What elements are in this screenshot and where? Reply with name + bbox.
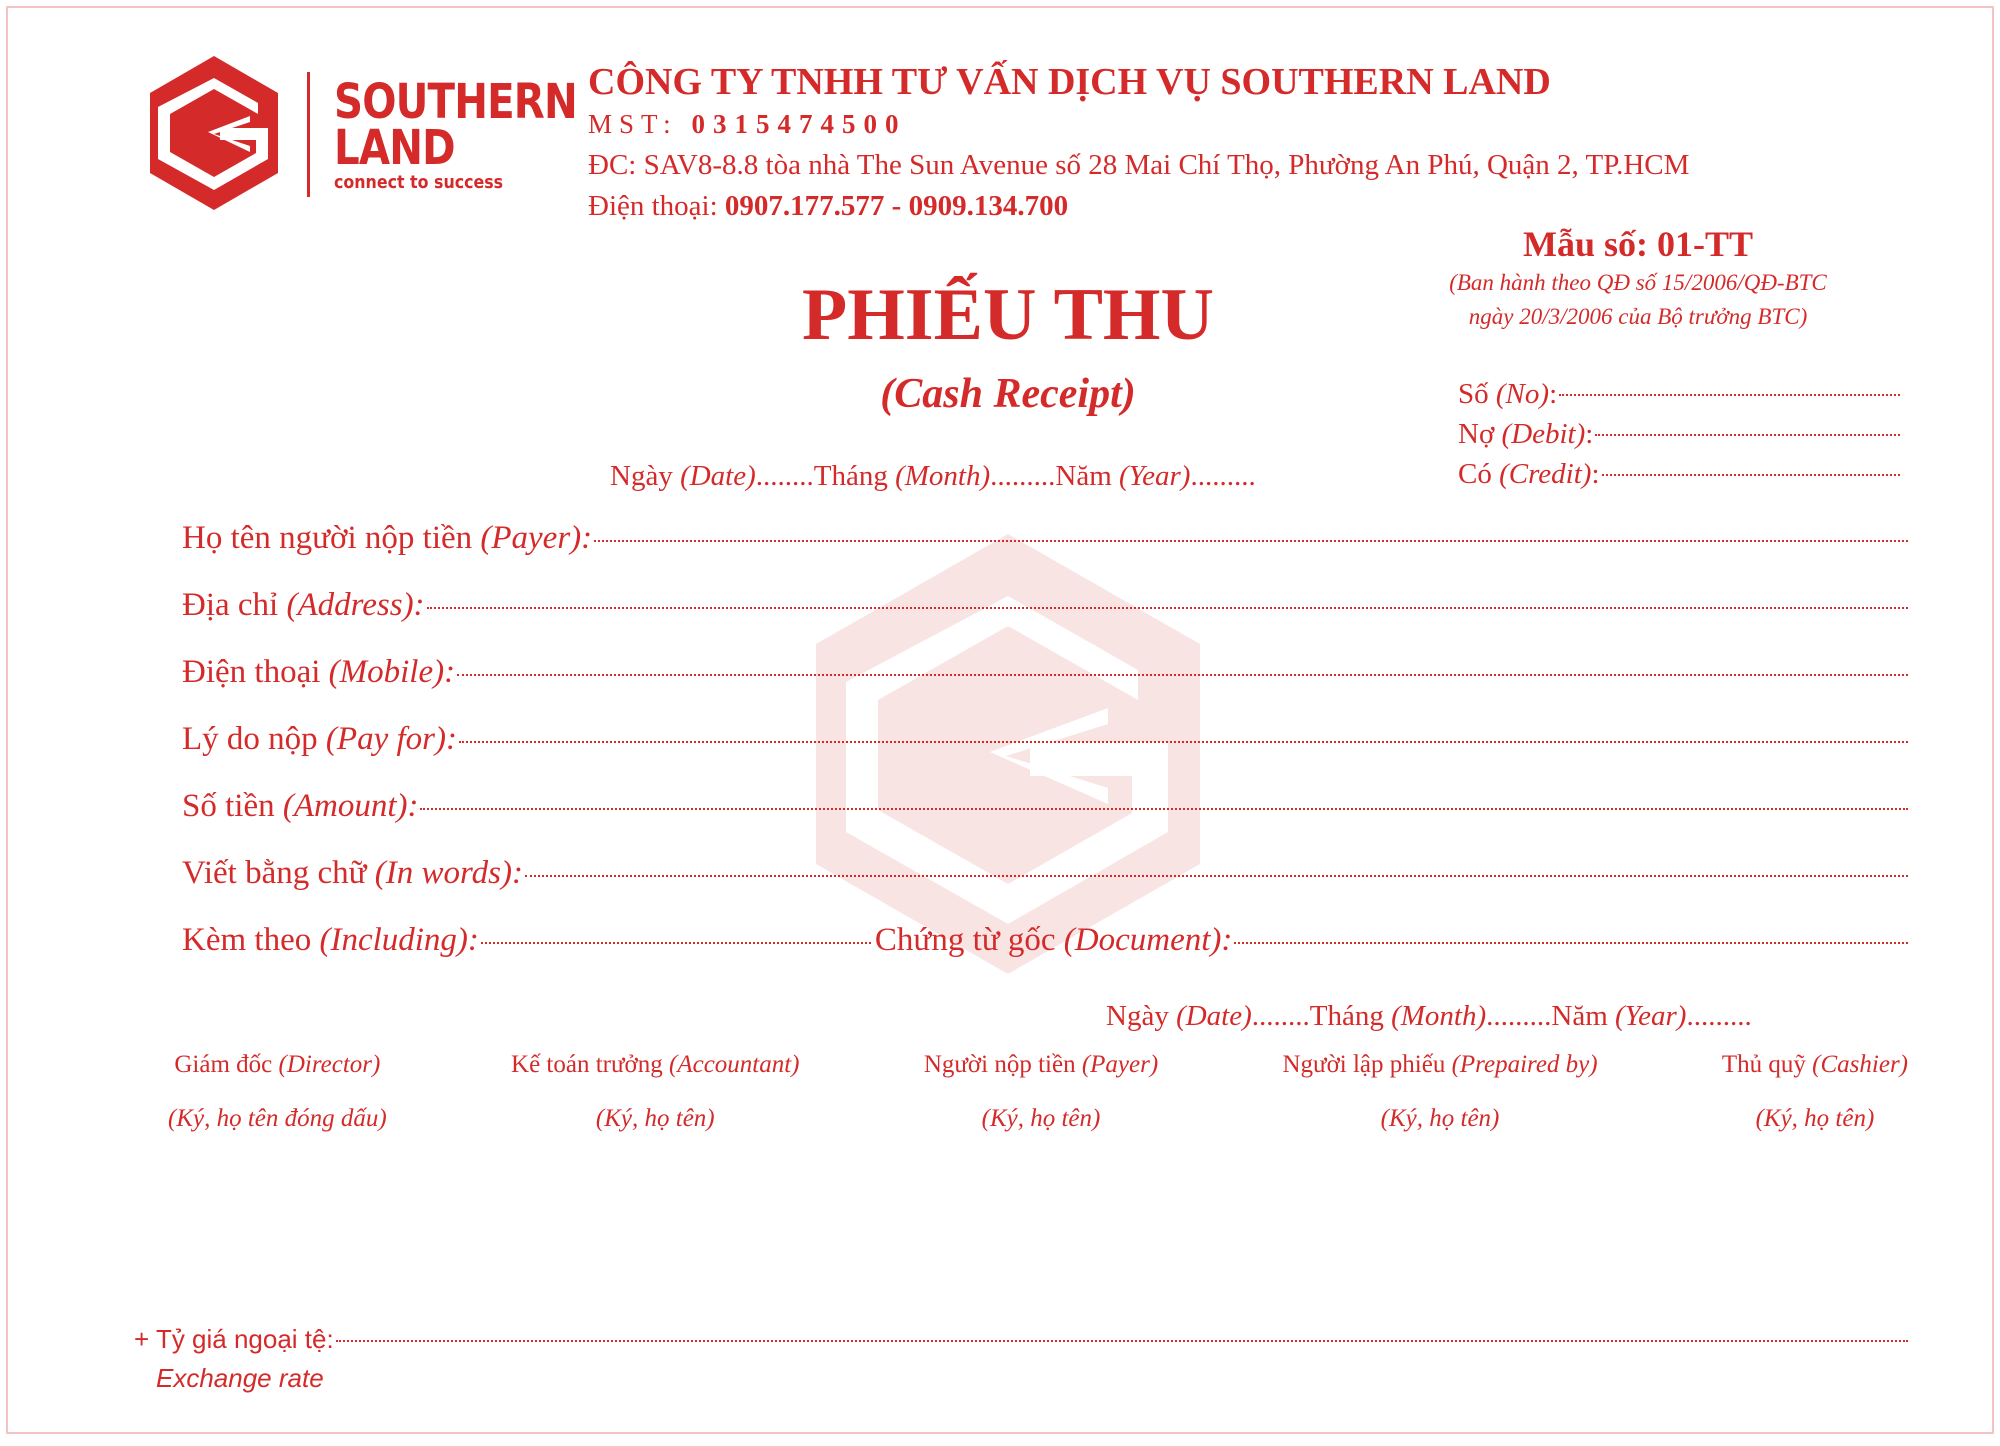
payment-fields (182, 520, 1908, 989)
exchange-rate-field[interactable]: + Tỷ giá ngoại tệ: (134, 1324, 1908, 1355)
signature-accountant: Kế toán trưởng (Accountant) (Ký, họ tên) (511, 1051, 800, 1132)
receipt-number-field[interactable]: Số (No): (1458, 374, 1900, 414)
reason-field[interactable]: Lý do nộp (Pay for): (182, 721, 1908, 788)
signature-cashier: Thủ quỹ (Cashier) (Ký, họ tên) (1721, 1051, 1908, 1132)
amount-in-words-field[interactable]: Viết bằng chữ (In words): (182, 855, 1908, 922)
address-field[interactable]: Địa chỉ (Address): (182, 587, 1908, 654)
phone-label: Điện thoại: (588, 190, 725, 222)
payer-field[interactable]: Họ tên người nộp tiền (Payer): (182, 520, 1908, 587)
issue-date-line: Ngày (Date)........Tháng (Month).........Năm (Year)......... (610, 460, 1256, 492)
mobile-field[interactable]: Điện thoại (Mobile): (182, 654, 1908, 721)
form-issued-line2: ngày 20/3/2006 của Bộ trưởng BTC) (1468, 304, 1808, 329)
tax-code-value: 0315474500 (691, 109, 907, 139)
brand-tagline: connect to success (334, 172, 504, 193)
tax-code-label: MST: (588, 109, 692, 139)
signature-director: Giám đốc (Director) (Ký, họ tên đóng dấu) (168, 1051, 387, 1132)
company-logo (144, 52, 577, 222)
hexagon-logo-icon (144, 52, 284, 214)
debit-field[interactable]: Nợ (Debit): (1458, 414, 1900, 454)
form-issued-line1: (Ban hành theo QĐ số 15/2006/QĐ-BTC (1449, 270, 1827, 295)
brand-name-line1: SOUTHERN (334, 74, 577, 130)
company-address: ĐC: SAV8-8.8 tòa nhà The Sun Avenue số 28 Mai Chí Thọ, Phường An Phú, Quận 2, TP.HCM (588, 149, 1690, 181)
company-name: CÔNG TY TNHH TƯ VẤN DỊCH VỤ SOUTHERN LAND (588, 61, 1551, 103)
brand-name-line2: LAND (334, 120, 455, 176)
company-phone (588, 186, 1968, 226)
amount-field[interactable]: Số tiền (Amount): (182, 788, 1908, 855)
credit-field[interactable]: Có (Credit): (1458, 454, 1900, 494)
phone-value: 0907.177.577 - 0909.134.700 (724, 190, 1069, 222)
including-document-row[interactable]: Kèm theo (Including): Chứng từ gốc (Document): (182, 922, 1908, 989)
signature-preparer: Người lập phiếu (Prepaired by) (Ký, họ tên) (1282, 1051, 1598, 1132)
cash-receipt-form (6, 6, 1994, 1434)
form-title: PHIẾU THU (802, 274, 1214, 356)
exchange-rate-block (134, 1324, 1908, 1394)
signature-row (168, 1048, 1908, 1136)
form-code: Mẫu số: 01-TT (1522, 224, 1753, 264)
company-header (588, 60, 1968, 226)
form-subtitle: (Cash Receipt) (880, 371, 1136, 417)
logo-divider (307, 72, 310, 197)
signing-date-line: Ngày (Date)........Tháng (Month).........Năm (Year)......... (1106, 1000, 1752, 1032)
form-number-block (1388, 222, 1888, 334)
tax-code (588, 104, 1968, 144)
signature-payer: Người nộp tiền (Payer) (Ký, họ tên) (923, 1051, 1159, 1132)
ledger-block (1458, 374, 1900, 494)
exchange-rate-label-en: Exchange rate (156, 1363, 324, 1393)
